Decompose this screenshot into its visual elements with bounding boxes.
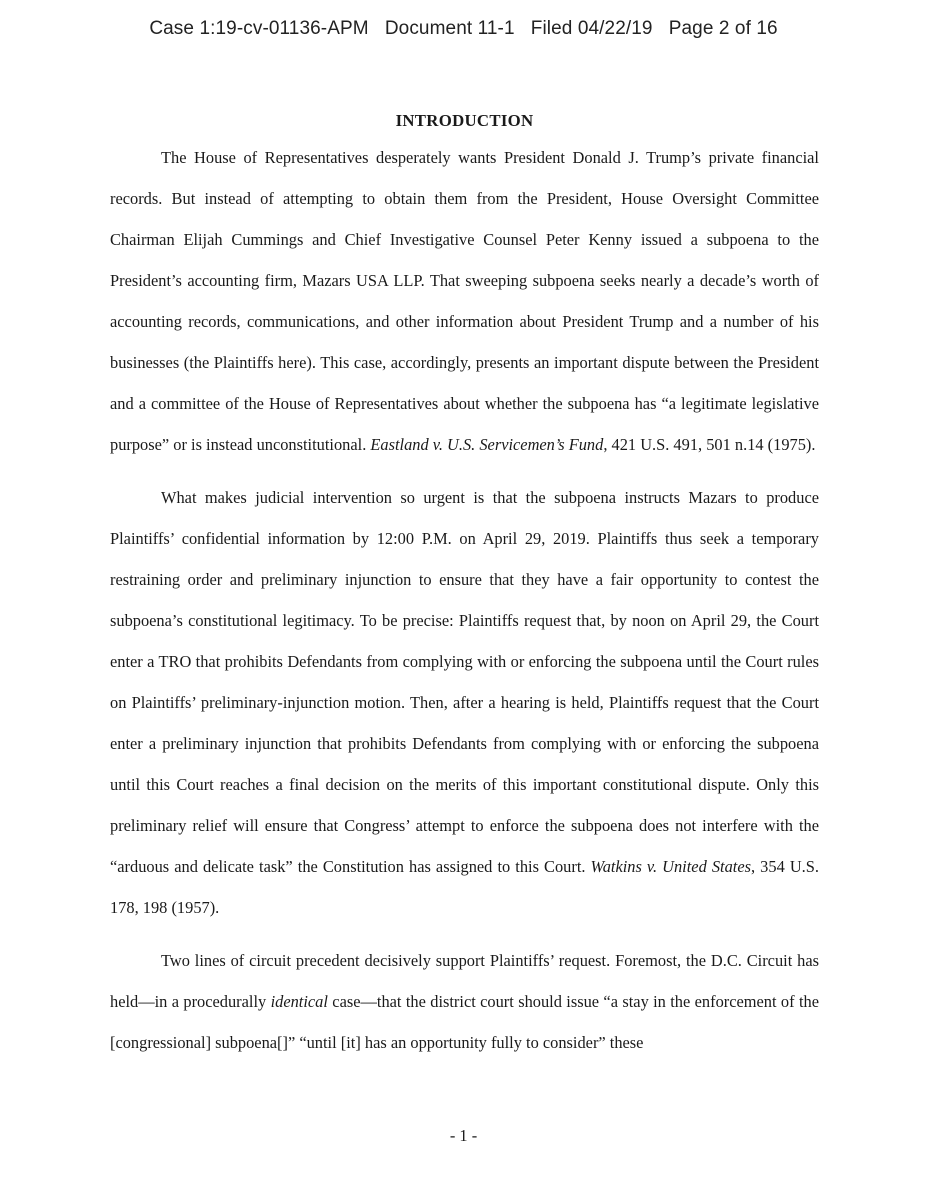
paragraph-text: case—that the district court should issue “a stay in the enforcement of the [congressional] subpoena[]” “until [it] has an opportunity fully to consider” these [110,992,819,1052]
case-citation: Watkins v. United States [590,857,751,876]
paragraph-text: , 354 U.S. 178, 198 (1957). [110,857,819,917]
paragraph-text: Two lines of circuit precedent decisively support Plaintiffs’ request. Foremost, the D.C. Circuit has held—in a procedurally [110,951,819,1011]
section-heading: INTRODUCTION [395,111,534,130]
paragraph-3 [110,940,819,1063]
document-body [110,108,819,1075]
paragraph-1 [110,137,819,465]
paragraph-2 [110,477,819,928]
emphasis-text: identical [270,992,328,1011]
paragraph-text: The House of Representatives desperately wants President Donald J. Trump’s private financial records. But instead of attempting to obtain them from the President, House Oversight Committee Chairman Elijah Cummings and Chief Investigative Counsel Peter Kenny issued a subpoena to the President’s accounting firm, Mazars USA LLP. That sweeping subpoena seeks nearly a decade’s worth of accounting records, communications, and other information about President Trump and a number of his businesses (the Plaintiffs here). This case, accordingly, presents an important dispute between the President and a committee of the House of Representatives about whether the subpoena has “a legitimate legislative purpose” or is instead unconstitutional. [110,148,819,454]
paragraph-text: What makes judicial intervention so urgent is that the subpoena instructs Mazars to produce Plaintiffs’ confidential information by 12:00 P.M. on April 29, 2019. Plaintiffs thus seek a temporary restraining order and preliminary injunction to ensure that they have a fair opportunity to contest the subpoena’s constitutional legitimacy. To be precise: Plaintiffs request that, by noon on April 29, the Court enter a TRO that prohibits Defendants from complying with or enforcing the subpoena until the Court rules on Plaintiffs’ preliminary-injunction motion. Then, after a hearing is held, Plaintiffs request that the Court enter a preliminary injunction that prohibits Defendants from complying with or enforcing the subpoena until this Court reaches a final decision on the merits of this important constitutional dispute. Only this preliminary relief will ensure that Congress’ attempt to enforce the subpoena does not interfere with the “arduous and delicate task” the Constitution has assigned to this Court. [110,488,819,876]
paragraph-text: , 421 U.S. 491, 501 n.14 (1975). [603,435,816,454]
case-citation: Eastland v. U.S. Servicemen’s Fund [370,435,604,454]
case-header: Case 1:19-cv-01136-APM Document 11-1 Filed 04/22/19 Page 2 of 16 [149,18,778,39]
page-number: - 1 - [449,1126,478,1145]
